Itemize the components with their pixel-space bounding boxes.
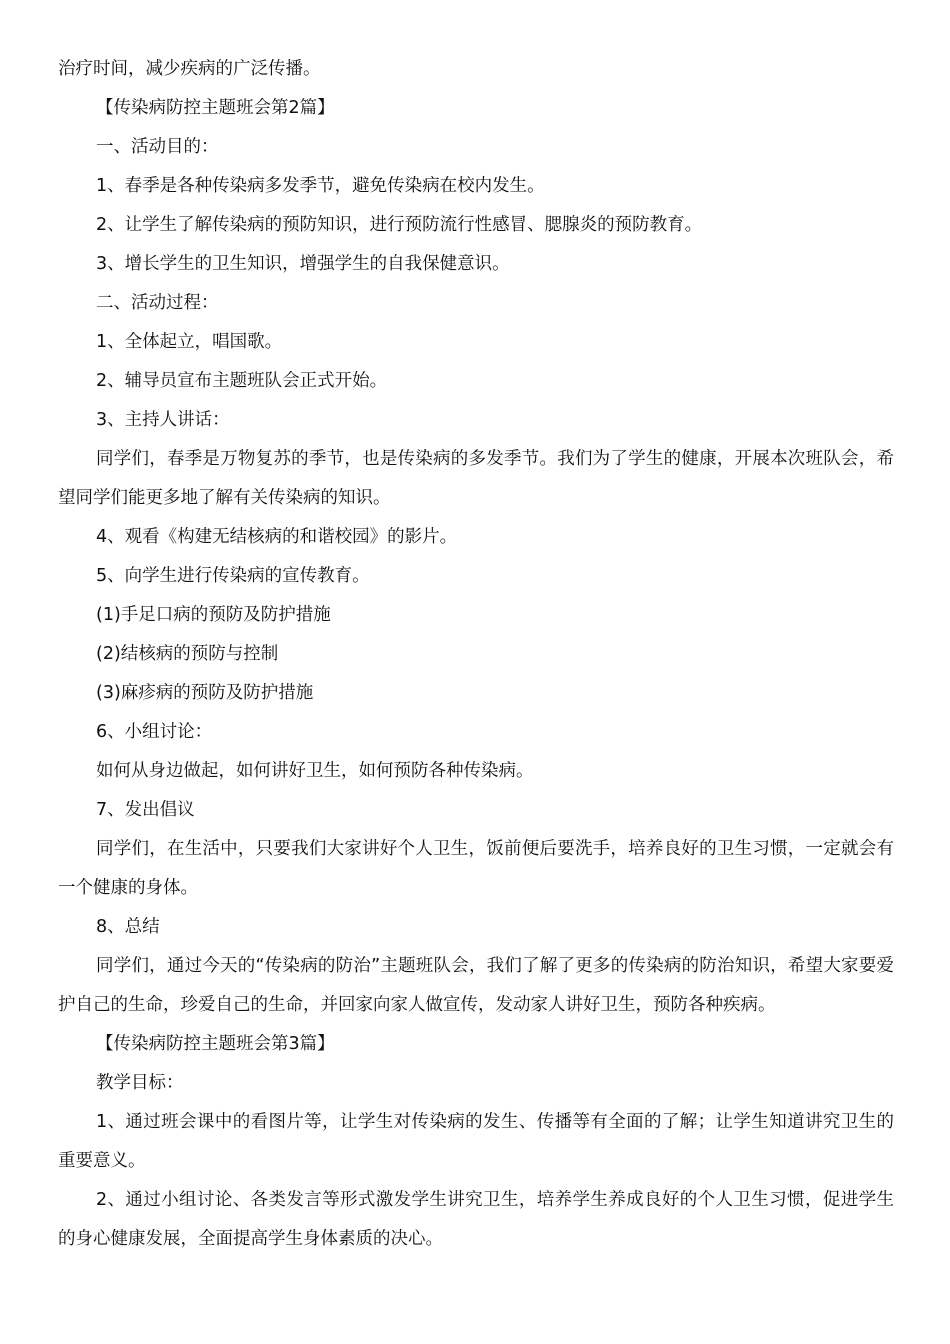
list-item: 1、春季是各种传染病多发季节，避免传染病在校内发生。 — [96, 176, 545, 196]
section-heading-part-3: 【传染病防控主题班会第3篇】 — [96, 1034, 335, 1054]
body-paragraph: 同学们，通过今天的“传染病的防治”主题班队会，我们了解了更多的传染病的防治知识，希望大家要爱护自己的生命，珍爱自己的生命，并回家向家人做宣传，发动家人讲好卫生，预防各种疾病。 — [58, 956, 894, 1015]
subheading-teaching-goals: 教学目标： — [96, 1073, 184, 1093]
section-heading-part-2: 【传染病防控主题班会第2篇】 — [96, 98, 335, 118]
paragraph-continuation: 治疗时间，减少疾病的广泛传播。 — [58, 59, 321, 79]
subheading-activity-purpose: 一、活动目的： — [96, 137, 219, 157]
list-item: 3、增长学生的卫生知识，增强学生的自我保健意识。 — [96, 254, 510, 274]
list-item: 8、总结 — [96, 917, 160, 937]
sub-list-item: (1)手足口病的预防及防护措施 — [96, 605, 331, 625]
sub-list-item: (3)麻疹病的预防及防护措施 — [96, 683, 314, 703]
list-item: 4、观看《构建无结核病的和谐校园》的影片。 — [96, 527, 458, 547]
list-item: 2、辅导员宣布主题班队会正式开始。 — [96, 371, 388, 391]
list-item: 1、通过班会课中的看图片等，让学生对传染病的发生、传播等有全面的了解；让学生知道讲究卫生的重要意义。 — [58, 1112, 894, 1171]
list-item: 2、让学生了解传染病的预防知识，进行预防流行性感冒、腮腺炎的预防教育。 — [96, 215, 703, 235]
list-item: 1、全体起立，唱国歌。 — [96, 332, 283, 352]
subheading-activity-process: 二、活动过程： — [96, 293, 219, 313]
body-paragraph: 同学们，春季是万物复苏的季节，也是传染病的多发季节。我们为了学生的健康，开展本次班队会，希望同学们能更多地了解有关传染病的知识。 — [58, 449, 894, 508]
body-paragraph: 如何从身边做起，如何讲好卫生，如何预防各种传染病。 — [96, 761, 534, 781]
list-item: 3、主持人讲话： — [96, 410, 230, 430]
body-paragraph: 同学们，在生活中，只要我们大家讲好个人卫生，饭前便后要洗手，培养良好的卫生习惯，一定就会有一个健康的身体。 — [58, 839, 894, 898]
list-item: 7、发出倡议 — [96, 800, 195, 820]
document-page — [58, 50, 894, 1259]
list-item: 6、小组讨论： — [96, 722, 213, 742]
sub-list-item: (2)结核病的预防与控制 — [96, 644, 279, 664]
list-item: 2、通过小组讨论、各类发言等形式激发学生讲究卫生，培养学生养成良好的个人卫生习惯，促进学生的身心健康发展，全面提高学生身体素质的决心。 — [58, 1190, 894, 1249]
list-item: 5、向学生进行传染病的宣传教育。 — [96, 566, 370, 586]
